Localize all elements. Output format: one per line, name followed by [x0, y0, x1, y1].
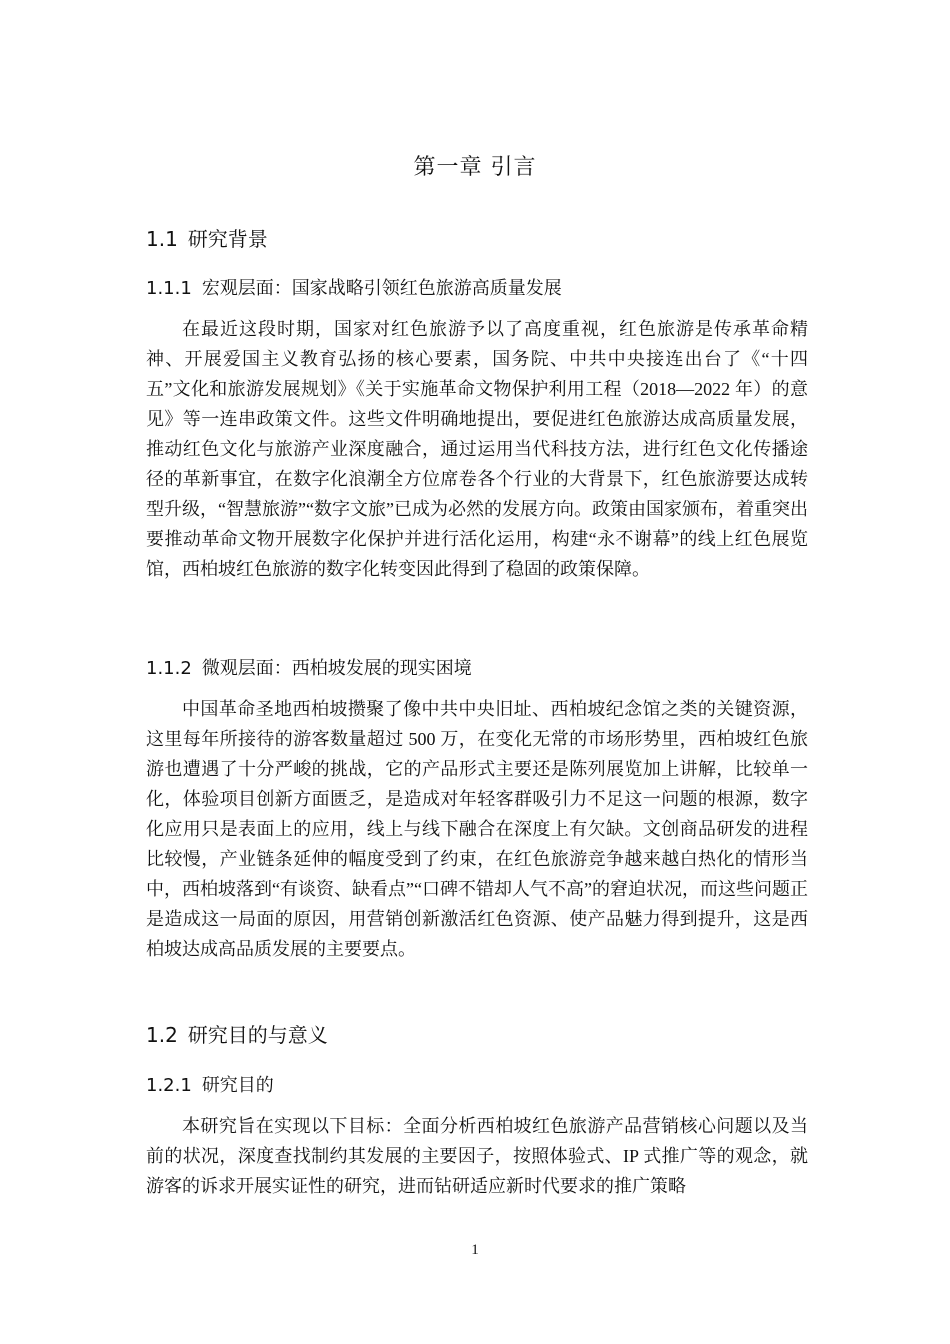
page-number: 1 — [471, 1242, 479, 1258]
section-number: 1.2 — [146, 1023, 178, 1047]
subsection-heading-1-1-2 — [146, 654, 472, 680]
subsection-number: 1.1.1 — [146, 278, 192, 299]
section-title: 研究背景 — [187, 227, 268, 251]
section-title: 研究目的与意义 — [187, 1023, 328, 1047]
subsection-heading-1-1-1 — [146, 274, 562, 300]
subsection-number: 1.1.2 — [146, 658, 192, 679]
subsection-title: 研究目的 — [201, 1075, 274, 1096]
paragraph-1-1-1: 在最近这段时期，国家对红色旅游予以了高度重视，红色旅游是传承革命精神、开展爱国主义教育弘扬的核心要素，国务院、中共中央接连出台了《“十四五”文化和旅游发展规划》《关于实施革命文物保护利用工程（2018—2022 年）的意见》等一连串政策文件。这些文件明确地提出，要促进红色旅游达成高质量发展，推动红色文化与旅游产业深度融合，通过运用当代科技方法，进行红色文化传播途径的革新事宜，在数字化浪潮全方位席卷各个行业的大背景下，红色旅游要达成转型升级，“智慧旅游”“数字文旅”已成为必然的发展方向。政策由国家颁布，着重突出要推动革命文物开展数字化保护并进行活化运用，构建“永不谢幕”的线上红色展览馆，西柏坡红色旅游的数字化转变因此得到了稳固的政策保障。 — [146, 319, 808, 579]
paragraph-1-1-2: 中国革命圣地西柏坡攒聚了像中共中央旧址、西柏坡纪念馆之类的关键资源，这里每年所接待的游客数量超过 500 万，在变化无常的市场形势里，西柏坡红色旅游也遭遇了十分严峻的挑战，它的产品形式主要还是陈列展览加上讲解，比较单一化，体验项目创新方面匮乏，是造成对年轻客群吸引力不足这一问题的根源，数字化应用只是表面上的应用，线上与线下融合在深度上有欠缺。文创商品研发的进程比较慢，产业链条延伸的幅度受到了约束，在红色旅游竞争越来越白热化的情形当中，西柏坡落到“有谈资、缺看点”“口碑不错却人气不高”的窘迫状况，而这些问题正是造成这一局面的原因，用营销创新激活红色资源、使产品魅力得到提升，这是西柏坡达成高品质发展的主要要点。 — [146, 699, 808, 959]
section-heading-1-1 — [146, 223, 268, 252]
subsection-number: 1.2.1 — [146, 1075, 192, 1096]
subsection-title: 宏观层面：国家战略引领红色旅游高质量发展 — [201, 278, 562, 299]
subsection-heading-1-2-1 — [146, 1071, 274, 1097]
paragraph-1-2-1: 本研究旨在实现以下目标：全面分析西柏坡红色旅游产品营销核心问题以及当前的状况，深度查找制约其发展的主要因子，按照体验式、IP 式推广等的观念，就游客的诉求开展实证性的研究，进而钻研适应新时代要求的推广策略 — [146, 1116, 808, 1196]
section-heading-1-2 — [146, 1019, 328, 1048]
section-number: 1.1 — [146, 227, 178, 251]
subsection-title: 微观层面：西柏坡发展的现实困境 — [201, 658, 472, 679]
chapter-title: 第一章 引言 — [413, 155, 537, 180]
